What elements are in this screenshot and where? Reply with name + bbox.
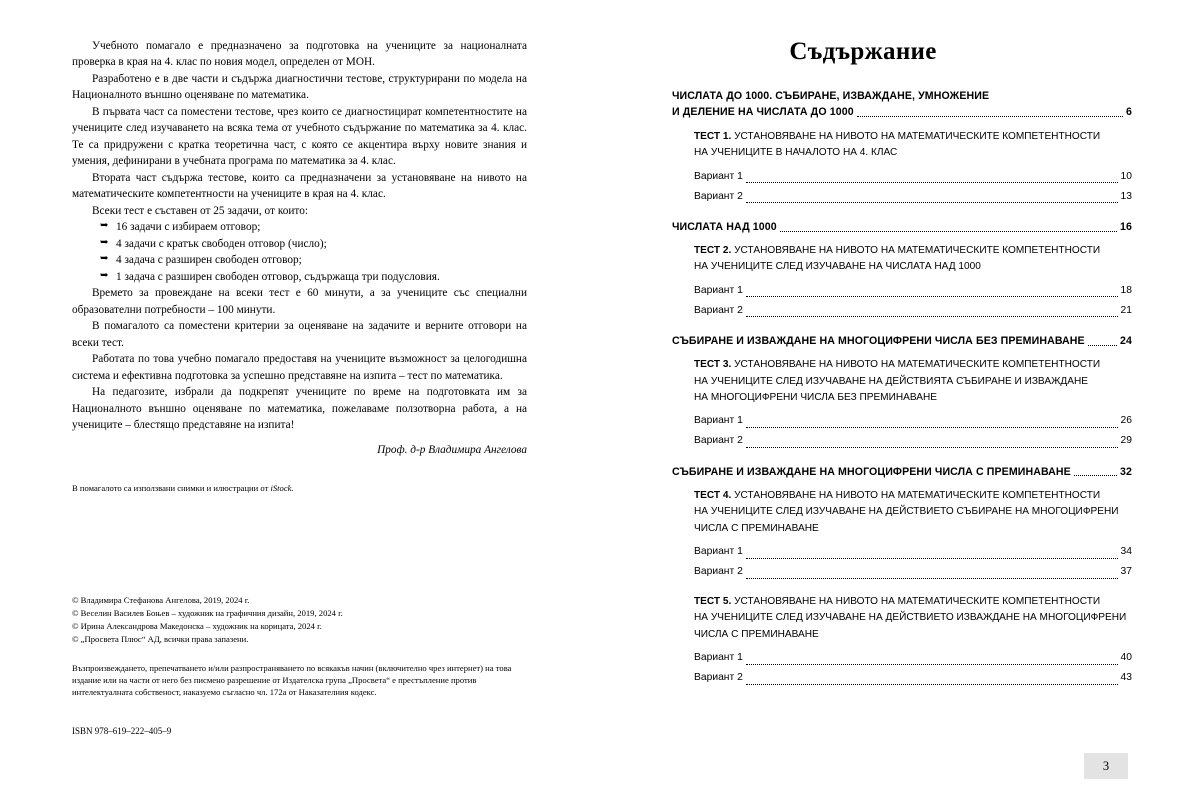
- toc-test-line3: НА МНОГОЦИФРЕНИ ЧИСЛА БЕЗ ПРЕМИНАВАНЕ: [694, 392, 938, 403]
- toc-page-number: 16: [1120, 220, 1132, 233]
- toc-variant-row: [694, 648, 1132, 668]
- toc-page-number: 40: [1120, 652, 1132, 664]
- toc-test-label: ТЕСТ 4.: [694, 489, 732, 501]
- leader-dots: [746, 295, 1118, 297]
- leader-dots: [1074, 474, 1117, 476]
- toc-variant-label: Вариант 2: [694, 435, 743, 447]
- arrow-bullet-icon: ➥: [100, 269, 109, 281]
- toc-variant-label: Вариант 2: [694, 566, 743, 578]
- toc-variant-label: Вариант 1: [694, 170, 743, 182]
- page-number-badge: 3: [1084, 753, 1128, 779]
- table-of-contents: [672, 88, 1132, 688]
- toc-section-heading-line2: [672, 464, 1132, 480]
- copyright-block: [72, 594, 527, 738]
- toc-test-line2: НА УЧЕНИЦИТЕ СЛЕД ИЗУЧАВАНЕ НА ДЕЙСТВИЕТО СЪБИРАНЕ НА МНОГОЦИФРЕНИ: [694, 506, 1119, 518]
- intro-paragraph: Времето за провеждане на всеки тест е 60 минути, а за учениците със специални образователни потребности – 100 минути.: [72, 287, 527, 316]
- toc-page-number: 26: [1120, 415, 1132, 427]
- toc-variant-row: [694, 281, 1132, 301]
- copyright-line: © Ирина Александрова Македонска – художник на корицата, 2024 г.: [72, 620, 322, 631]
- toc-test-entry: [694, 243, 1132, 276]
- toc-test-line1: [694, 243, 1132, 259]
- toc-heading-text: И ДЕЛЕНИЕ НА ЧИСЛАТА ДО 1000: [672, 106, 854, 119]
- leader-dots: [746, 181, 1118, 183]
- toc-heading-text: СЪБИРАНЕ И ИЗВАЖДАНЕ НА МНОГОЦИФРЕНИ ЧИСЛА С ПРЕМИНАВАНЕ: [672, 465, 1071, 478]
- toc-variant-label: Вариант 2: [694, 304, 743, 316]
- intro-paragraph: Работата по това учебно помагало предоставя на учениците възможност за целогодишна система и ефективна подготовка за успешно представяне на изпита – тест по математика.: [72, 353, 527, 382]
- copyright-line: © „Просвета Плюс“ АД, всички права запазени.: [72, 633, 249, 644]
- list-item: [100, 269, 527, 285]
- toc-section-heading-line1: ЧИСЛАТА ДО 1000. СЪБИРАНЕ, ИЗВАЖДАНЕ, УМНОЖЕНИЕ: [672, 90, 990, 102]
- toc-test-line3: ЧИСЛА С ПРЕМИНАВАНЕ: [694, 522, 819, 534]
- toc-page-number: 18: [1120, 284, 1132, 296]
- toc-variant-row: [694, 187, 1132, 207]
- toc-test-text: УСТАНОВЯВАНЕ НА НИВОТО НА МАТЕМАТИЧЕСКИТЕ КОМПЕТЕНТНОСТИ: [734, 359, 1101, 371]
- toc-page-number: 13: [1120, 190, 1132, 202]
- arrow-bullet-icon: ➥: [100, 236, 109, 248]
- toc-variant-label: Вариант 2: [694, 672, 743, 684]
- toc-page-number: 29: [1120, 435, 1132, 447]
- leader-dots: [746, 663, 1118, 665]
- toc-section-heading-line2: [672, 219, 1132, 235]
- list-item: [100, 252, 527, 268]
- page-title: Съдържание: [789, 38, 937, 65]
- intro-paragraphs-continued: [72, 285, 527, 433]
- toc-test-label: ТЕСТ 5.: [694, 596, 732, 608]
- toc-variant-label: Вариант 1: [694, 284, 743, 296]
- leader-dots: [1088, 344, 1117, 346]
- toc-variant-list: [694, 167, 1132, 207]
- leader-dots: [746, 557, 1118, 559]
- toc-page-number: 24: [1120, 334, 1132, 347]
- list-item-label: 1 задача с разширен свободен отговор, съдържаща три подусловия.: [116, 270, 440, 283]
- list-item: [100, 236, 527, 252]
- toc-test-line1: [694, 488, 1132, 504]
- toc-test-line2: НА УЧЕНИЦИТЕ СЛЕД ИЗУЧАВАНЕ НА ДЕЙСТВИЕТО ИЗВАЖДАНЕ НА МНОГОЦИФРЕНИ: [694, 612, 1127, 624]
- leader-dots: [746, 201, 1118, 203]
- toc-test-entry: [694, 357, 1132, 406]
- toc-test-entry: [694, 594, 1132, 643]
- toc-page-number: 32: [1120, 465, 1132, 478]
- toc-section: [672, 594, 1132, 688]
- intro-paragraphs: [72, 38, 527, 219]
- image-credit-source: iStock.: [270, 482, 294, 493]
- toc-test-line2: НА УЧЕНИЦИТЕ В НАЧАЛОТО НА 4. КЛАС: [694, 147, 898, 159]
- toc-test-line1: [694, 594, 1132, 610]
- toc-page-number: 21: [1120, 304, 1132, 316]
- toc-variant-list: [694, 542, 1132, 582]
- toc-test-line3: ЧИСЛА С ПРЕМИНАВАНЕ: [694, 628, 819, 640]
- leader-dots: [746, 426, 1118, 428]
- toc-variant-label: Вариант 1: [694, 415, 743, 427]
- toc-section-heading-line2: [672, 104, 1132, 120]
- arrow-bullet-icon: ➥: [100, 220, 109, 232]
- toc-test-text: УСТАНОВЯВАНЕ НА НИВОТО НА МАТЕМАТИЧЕСКИТЕ КОМПЕТЕНТНОСТИ: [734, 489, 1101, 501]
- isbn-number: ISBN 978–619–222–405–9: [72, 725, 172, 736]
- toc-variant-row: [694, 431, 1132, 451]
- toc-section: [672, 88, 1132, 207]
- toc-page-number: 43: [1120, 672, 1132, 684]
- toc-variant-list: [694, 411, 1132, 451]
- toc-test-line1: [694, 357, 1132, 373]
- toc-variant-list: [694, 281, 1132, 321]
- toc-test-text: УСТАНОВЯВАНЕ НА НИВОТО НА МАТЕМАТИЧЕСКИТЕ КОМПЕТЕНТНОСТИ: [734, 596, 1101, 608]
- list-item-label: 4 задача с разширен свободен отговор;: [116, 254, 302, 267]
- intro-paragraph: Втората част съдържа тестове, които са предназначени за установяване на нивото на математическите компетентности на учениците в края на 4. клас.: [72, 171, 527, 201]
- toc-section: [672, 333, 1132, 452]
- toc-section-heading-line2: [672, 333, 1132, 349]
- intro-paragraph: В помагалото са поместени критерии за оценяване на задачите и верните отговори на всеки тест.: [72, 320, 527, 349]
- image-credit-note: [72, 482, 527, 494]
- image-credit-prefix: В помагалото са използвани снимки и илюстрации от: [72, 482, 271, 493]
- list-item-label: 4 задачи с кратък свободен отговор (число);: [116, 237, 327, 250]
- leader-dots: [746, 577, 1118, 579]
- toc-test-label: ТЕСТ 2.: [694, 245, 732, 257]
- toc-test-line2: НА УЧЕНИЦИТЕ СЛЕД ИЗУЧАВАНЕ НА ДЕЙСТВИЯТА СЪБИРАНЕ И ИЗВАЖДАНЕ: [694, 375, 1088, 387]
- intro-paragraph: На педагозите, избрали да подкрепят учениците по време на подготовката им за Националното външно оценяване по математика, пожелаваме ползотворна работа, а на учениците – блестящо представяне на изпита!: [72, 386, 527, 432]
- arrow-bullet-icon: ➥: [100, 253, 109, 265]
- toc-heading-text: ЧИСЛАТА НАД 1000: [672, 220, 777, 233]
- toc-test-entry: [694, 129, 1132, 162]
- leader-dots: [746, 315, 1118, 317]
- toc-heading-text: СЪБИРАНЕ И ИЗВАЖДАНЕ НА МНОГОЦИФРЕНИ ЧИСЛА БЕЗ ПРЕМИНАВАНЕ: [672, 334, 1085, 347]
- toc-variant-label: Вариант 1: [694, 545, 743, 557]
- toc-test-line2: НА УЧЕНИЦИТЕ СЛЕД ИЗУЧАВАНЕ НА ЧИСЛАТА НАД 1000: [694, 261, 981, 273]
- toc-section: [672, 464, 1132, 583]
- toc-test-line1: [694, 129, 1132, 145]
- list-item-label: 16 задачи с избираем отговор;: [116, 221, 261, 234]
- toc-page-number: 37: [1120, 566, 1132, 578]
- toc-test-label: ТЕСТ 1.: [694, 130, 732, 142]
- toc-variant-row: [694, 542, 1132, 562]
- toc-section: [672, 219, 1132, 321]
- toc-test-entry: [694, 488, 1132, 537]
- toc-page-number: 6: [1126, 106, 1132, 119]
- toc-test-text: УСТАНОВЯВАНЕ НА НИВОТО НА МАТЕМАТИЧЕСКИТЕ КОМПЕТЕНТНОСТИ: [734, 245, 1101, 257]
- toc-variant-label: Вариант 1: [694, 652, 743, 664]
- leader-dots: [857, 115, 1123, 117]
- author-signature: Проф. д-р Владимира Ангелова: [377, 443, 527, 456]
- toc-variant-row: [694, 562, 1132, 582]
- right-page: [600, 0, 1200, 807]
- intro-text-block: [72, 38, 527, 494]
- toc-variant-list: [694, 648, 1132, 688]
- leader-dots: [746, 683, 1118, 685]
- toc-variant-label: Вариант 2: [694, 190, 743, 202]
- toc-variant-row: [694, 411, 1132, 431]
- toc-variant-row: [694, 167, 1132, 187]
- intro-paragraph: Разработено е в две части и съдържа диагностични тестове, структурирани по модела на Националното външно оценяване по математика.: [72, 72, 527, 102]
- rights-statement: Възпроизвеждането, препечатването и/или разпространяването по всякакъв начин (включително чрез интернет) на това издание или на части от него без писмено разрешение от Издателска група „Просвета“ е престъпление против интелектуалната собственост, наказуемо съгласно чл. 172а от Наказателния кодекс.: [72, 662, 512, 698]
- toc-page-number: 10: [1120, 170, 1132, 182]
- leader-dots: [780, 230, 1117, 232]
- toc-test-label: ТЕСТ 3.: [694, 359, 732, 371]
- toc-variant-row: [694, 301, 1132, 321]
- toc-page-number: 34: [1120, 545, 1132, 557]
- copyright-line: © Владимира Стефанова Ангелова, 2019, 2024 г.: [72, 595, 250, 605]
- task-type-list: [72, 219, 527, 285]
- copyright-line: © Веселин Василев Боњев – художник на графичния дизайн, 2019, 2024 г.: [72, 607, 343, 618]
- intro-paragraph: Учебното помагало е предназначено за подготовка на учениците за националната проверка в края на 4. клас по новия модел, определен от МОН.: [72, 40, 527, 69]
- intro-paragraph: Всеки тест е съставен от 25 задачи, от които:: [92, 204, 309, 217]
- list-item: [100, 219, 527, 235]
- intro-paragraph: В първата част са поместени тестове, чрез които се диагностицират компетентностите на учениците след изучаването на всяка тема от учебното съдържание по математика за 4. клас. Те са придружени с кратка теоретична част, с която се акцентира върху новите знания и умения, дефинирани в учебната програма по математика за 4. клас.: [72, 105, 527, 168]
- toc-variant-row: [694, 668, 1132, 688]
- leader-dots: [746, 446, 1118, 448]
- toc-test-text: УСТАНОВЯВАНЕ НА НИВОТО НА МАТЕМАТИЧЕСКИТЕ КОМПЕТЕНТНОСТИ: [734, 130, 1101, 142]
